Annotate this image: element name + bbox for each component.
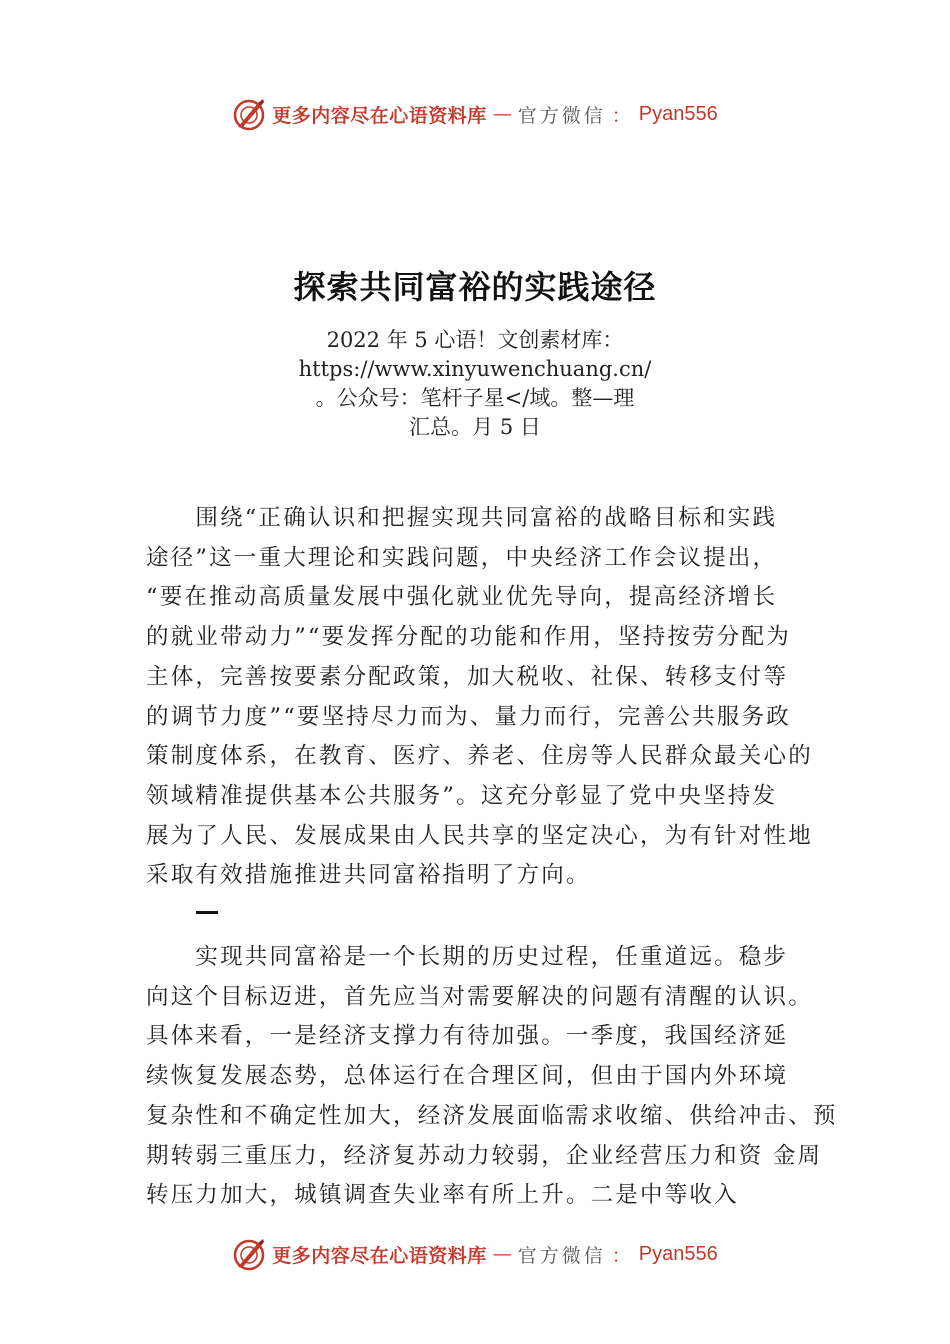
text-line: 复杂性和不确定性加大，经济发展面临需求收缩、供给冲击、预 [146,1102,838,1129]
text-line: 主体，完善按要素分配政策，加大税收、社保、转移支付等 [146,663,789,690]
banner-official-label: 官方微信 [517,1244,606,1267]
meta-line: 汇总。月 5 日 [409,415,541,439]
header-banner [0,94,950,134]
banner-separator: — [492,103,512,125]
banner-slogan: 更多内容尽在心语资料库 [272,104,487,127]
document-meta [250,326,700,442]
paragraph-1 [146,499,826,896]
text-line: 实现共同富裕是一个长期的历史过程，任重道远。稳步 [146,944,789,970]
banner-official-label: 官方微信 [517,104,606,127]
text-line: 的调节力度”“要坚持尽力而为、量力而行，完善公共服务政 [146,703,791,730]
text-line: 展为了人民、发展成果由人民共享的坚定决心，为有针对性地 [146,822,813,849]
banner-colon: ： [611,1244,631,1267]
text-line: 具体来看，一是经济支撑力有待加强。一季度，我国经济延 [146,1023,789,1050]
footer-banner [0,1234,950,1274]
text-line: “要在推动高质量发展中强化就业优先导向，提高经济增长 [146,584,778,611]
meta-line: https://www.xinyuwenchuang.cn/ [298,357,652,381]
text-line: 采取有效措施推进共同富裕指明了方向。 [146,862,591,889]
quill-pen-logo-icon [232,97,266,131]
text-line: 领域精准提供基本公共服务”。这充分彰显了党中央坚持发 [146,782,778,809]
banner-separator: — [492,1243,512,1265]
section-number-one [196,911,218,914]
text-line: 向这个目标迈进，首先应当对需要解决的问题有清醒的认识。 [146,983,813,1010]
text-line: 期转弱三重压力，经济复苏动力较弱，企业经营压力和资 金周 [146,1142,823,1169]
text-line: 策制度体系，在教育、医疗、养老、住房等人民群众最关心的 [146,743,813,770]
text-line: 转压力加大，城镇调查失业率有所上升。二是中等收入 [146,1182,739,1209]
banner-colon: ： [611,104,631,127]
text-line: 的就业带动力”“要发挥分配的功能和作用，坚持按劳分配为 [146,624,791,651]
quill-pen-logo-icon [232,1237,266,1271]
document-title: 探索共同富裕的实践途径 [293,268,657,306]
text-line: 途径”这一重大理论和实践问题，中央经济工作会议提出， [146,544,778,571]
banner-wechat-id: Pyan556 [638,102,718,125]
banner-wechat-id: Pyan556 [638,1242,718,1265]
text-line: 续恢复发展态势，总体运行在合理区间，但由于国内外环境 [146,1063,789,1090]
text-line: 围绕“正确认识和把握实现共同富裕的战略目标和实践 [146,505,778,531]
paragraph-2 [146,938,838,1216]
banner-slogan: 更多内容尽在心语资料库 [272,1244,487,1267]
meta-line: 。公众号：笔杆子星</域。整—理 [315,386,635,410]
meta-line: 2022 年 5 心语！文创素材库： [326,328,624,352]
